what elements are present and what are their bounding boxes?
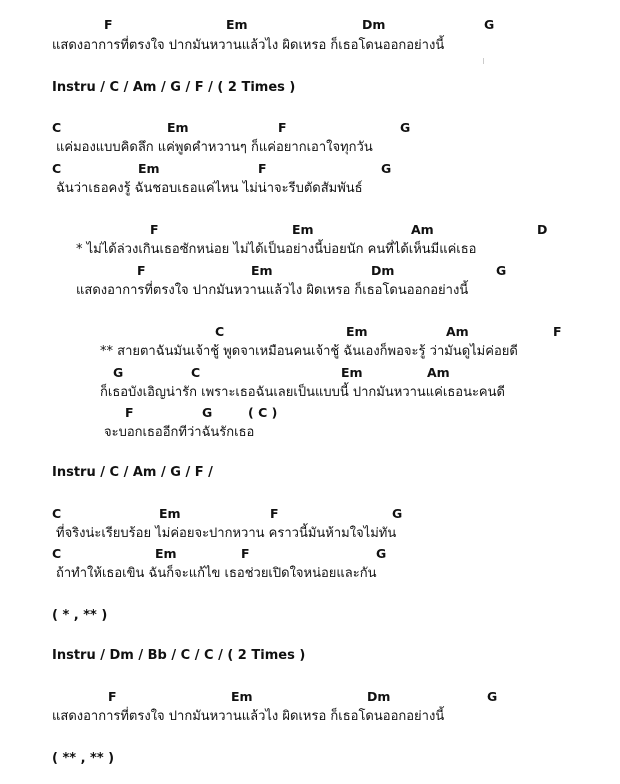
chord: Em — [341, 365, 363, 380]
lyric-line: * ไม่ได้ล่วงเกินเธอซักหน่อย ไม่ได้เป็นอย่างนี้บ่อยนัก คนที่ได้เห็นมีแค่เธอ — [76, 242, 477, 257]
chord: Am — [427, 365, 450, 380]
chord: Em — [231, 689, 253, 704]
chord: F — [270, 506, 279, 521]
lyric-line: ฉันว่าเธอคงรู้ ฉันชอบเธอแค่ไหน ไม่น่าจะรีบตัดสัมพันธ์ — [56, 181, 363, 196]
chord: Am — [446, 324, 469, 339]
section-heading: ( ** , ** ) — [52, 751, 115, 766]
chord: Em — [138, 161, 160, 176]
section-heading: Instru / Dm / Bb / C / C / ( 2 Times ) — [52, 648, 306, 663]
chord: G — [113, 365, 124, 380]
lyric-line: จะบอกเธออีกทีว่าฉันรักเธอ — [104, 425, 255, 440]
chord: C — [52, 120, 62, 135]
chord: Em — [167, 120, 189, 135]
chord: G — [392, 506, 403, 521]
section-heading: Instru / C / Am / G / F / ( 2 Times ) — [52, 80, 296, 95]
chord: G — [484, 17, 495, 32]
chord: G — [381, 161, 392, 176]
chord: F — [125, 405, 134, 420]
stray-mark — [483, 58, 484, 64]
chord: G — [202, 405, 213, 420]
lyric-line: ที่จริงน่ะเรียบร้อย ไม่ค่อยจะปากหวาน คราวนี้มันห้ามใจไม่ทัน — [56, 526, 397, 541]
lyric-line: แค่มองแบบคิดลึก แค่พูดคำหวานๆ ก็แค่อยากเอาใจทุกวัน — [56, 140, 373, 155]
section-heading: Instru / C / Am / G / F / — [52, 465, 213, 480]
chord: F — [104, 17, 113, 32]
chord: F — [108, 689, 117, 704]
chord: G — [400, 120, 411, 135]
chord: Dm — [362, 17, 386, 32]
chord: F — [258, 161, 267, 176]
section-heading: ( * , ** ) — [52, 608, 108, 623]
lyric-line: แสดงอาการที่ตรงใจ ปากมันหวานแล้วไง ผิดเหรอ ก็เธอโดนออกอย่างนี้ — [52, 38, 445, 53]
chord: Em — [159, 506, 181, 521]
lyric-line: แสดงอาการที่ตรงใจ ปากมันหวานแล้วไง ผิดเหรอ ก็เธอโดนออกอย่างนี้ — [76, 283, 469, 298]
lyric-line: ก็เธอบังเอิญน่ารัก เพราะเธอฉันเลยเป็นแบบนี้ ปากมันหวานแค่เธอนะคนดี — [100, 385, 505, 400]
chord: Em — [226, 17, 248, 32]
chord: F — [278, 120, 287, 135]
chord: Em — [292, 222, 314, 237]
chord: C — [52, 546, 62, 561]
chord: Em — [251, 263, 273, 278]
chord: F — [150, 222, 159, 237]
chord: F — [241, 546, 250, 561]
chord: G — [376, 546, 387, 561]
chord: C — [215, 324, 225, 339]
chord: C — [52, 506, 62, 521]
lyric-line: แสดงอาการที่ตรงใจ ปากมันหวานแล้วไง ผิดเหรอ ก็เธอโดนออกอย่างนี้ — [52, 709, 445, 724]
chord: ( C ) — [248, 405, 278, 420]
chord: Dm — [367, 689, 391, 704]
chord: Dm — [371, 263, 395, 278]
lyric-line: ** สายตาฉันมันเจ้าชู้ พูดจาเหมือนคนเจ้าชู้ ฉันเองก็พอจะรู้ ว่ามันดูไม่ค่อยดี — [100, 344, 518, 359]
chord: C — [191, 365, 201, 380]
chord: G — [496, 263, 507, 278]
chord: Em — [155, 546, 177, 561]
chord: D — [537, 222, 548, 237]
lyric-line: ถ้าทำให้เธอเขิน ฉันก็จะแก้ไข เธอช่วยเปิดใจหน่อยและกัน — [56, 566, 377, 581]
chord: C — [52, 161, 62, 176]
chord: Am — [411, 222, 434, 237]
chord: F — [553, 324, 562, 339]
chord: Em — [346, 324, 368, 339]
chord: G — [487, 689, 498, 704]
chord: F — [137, 263, 146, 278]
